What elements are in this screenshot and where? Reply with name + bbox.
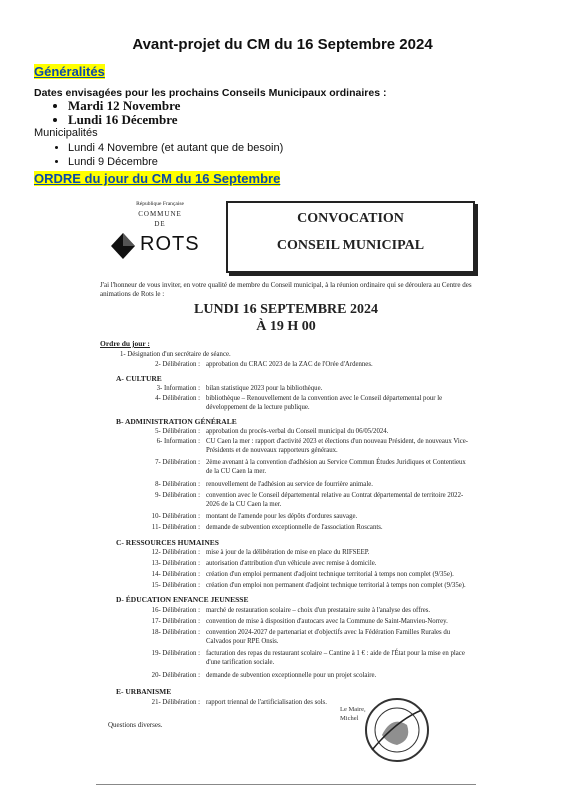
rots-logo-text: ROTS xyxy=(140,233,200,255)
municipalites-list xyxy=(52,141,283,169)
rots-logo-icon xyxy=(108,231,138,261)
section-urbanisme: E- URBANISME xyxy=(116,687,172,696)
meeting-time: À 19 H 00 xyxy=(256,319,316,334)
convocation-box: CONVOCATION CONSEIL MUNICIPAL xyxy=(226,201,475,273)
section-culture: A- CULTURE xyxy=(116,374,162,383)
meeting-date: LUNDI 16 SEPTEMBRE 2024 xyxy=(194,302,378,317)
list-item: • Lundi 4 Novembre (et autant que de besoin) xyxy=(68,141,283,155)
dates-intro: Dates envisagées pour les prochains Conseils Municipaux ordinaires : xyxy=(34,87,387,99)
dates-list xyxy=(52,99,180,127)
convocation-document: République Française COMMUNE DE ROTS CONVOCATION CONSEIL MUNICIPAL J'ai l'honneur de vous inviter, en votre qualité de membre du Conseil municipal, à la réunion ordinaire qui se déroulera au Centre des animations de Rots le : LUNDI 16 SEPTEMBRE 2024 À 19 H 00 Ordre du jour : 1- Désignation d'un secrétaire de séance. 2- Délibération : approbation du CRAC 2023 de la ZAC de l'Orée d'Ardennes. A- CULTURE 3- Information : bilan statistique 2023 pour la bibliothèque. 4- Délibération : bibliothèque – Renouvellement de la convention avec le Conseil départemental pour le développement de la lecture publique. B- ADMINISTRATION GÉNÉRALE 5- Délibération : approbation du procès-verbal du Conseil municipal du 06/05/2024. 6- Information : CU Caen la mer : rapport d'activité 2023 et élections d'un nouveau Président, de nouveaux Vice-Présidents et de nouveaux rapporteurs généraux. 7- Délibération : 2ème avenant à la convention d'adhésion au Service Commun Études Juridiques et Contentieux de la CU Caen la mer. 8- Délibération : renouvellement de l'adhésion au service de fourrière animale. 9- Délibération : convention avec le Conseil départemental relative au Contrat départemental de territoire 2022-2026 de la CU Caen la mer. 10- Délibération : montant de l'amende pour les dépôts d'ordures sauvage. 11- Délibération : demande de subvention exceptionnelle de l'association Roscants. C- RESSOURCES HUMAINES 12- Délibération : mise à jour de la délibération de mise en place du RIFSEEP. 13- Délibération : autorisation d'attribution d'un véhicule avec remise à domicile. 14- Délibération : création d'un emploi permanent d'adjoint technique territorial à temps non complet (9/35e). 15- Délibération : création d'un emploi non permanent d'adjoint technique territorial à temps non complet (9/35e). D- ÉDUCATION ENFANCE JEUNESSE 16- Délibération : marché de restauration scolaire – choix d'un prestataire suite à l'analyse des offres. 17- Délibération : convention de mise à disposition d'autocars avec la Commune de Saint-Manvieu-Norrey. 18- Délibération : convention 2024-2027 de partenariat et d'objectifs avec la Fédération Familles Rurales du Calvados pour RPE Onsis. 19- Délibération : facturation des repas du restaurant scolaire – Cantine à 1 € : aide de l'État pour la mise en place d'une tarification sociale. 20- Délibération : demande de subvention exceptionnelle pour un projet scolaire. E- URBANISME 21- Délibération : rapport triennal de l'artificialisation des sols. Questions diverses. Le Maire, Michel xyxy=(96,195,476,791)
page-title: Avant-projet du CM du 16 Septembre 2024 xyxy=(132,36,433,53)
section-education: D- ÉDUCATION ENFANCE JEUNESSE xyxy=(116,595,249,604)
section-ressources-humaines: C- RESSOURCES HUMAINES xyxy=(116,538,219,547)
section-ordre-du-jour-heading: ORDRE du jour du CM du 16 Septembre xyxy=(34,171,281,186)
commune-logo-text: République Française COMMUNE DE xyxy=(136,201,184,228)
list-item: • Lundi 16 Décembre xyxy=(68,113,180,127)
agenda-heading: Ordre du jour : xyxy=(100,339,150,348)
list-item: • Lundi 9 Décembre xyxy=(68,155,283,169)
municipalites-label: Municipalités xyxy=(34,127,98,139)
section-administration: B- ADMINISTRATION GÉNÉRALE xyxy=(116,417,237,426)
footer-divider xyxy=(96,784,476,785)
invitation-text: J'ai l'honneur de vous inviter, en votre qualité de membre du Conseil municipal, à la réunion ordinaire qui se déroulera au Centre des animations de Rots le : xyxy=(100,281,472,298)
list-item: • Mardi 12 Novembre xyxy=(68,99,180,113)
questions-diverses: Questions diverses. xyxy=(108,721,163,729)
mairie-stamp-icon xyxy=(362,695,432,765)
section-generalites-heading: Généralités xyxy=(34,64,105,79)
signature-block: Le Maire, Michel xyxy=(340,706,366,722)
